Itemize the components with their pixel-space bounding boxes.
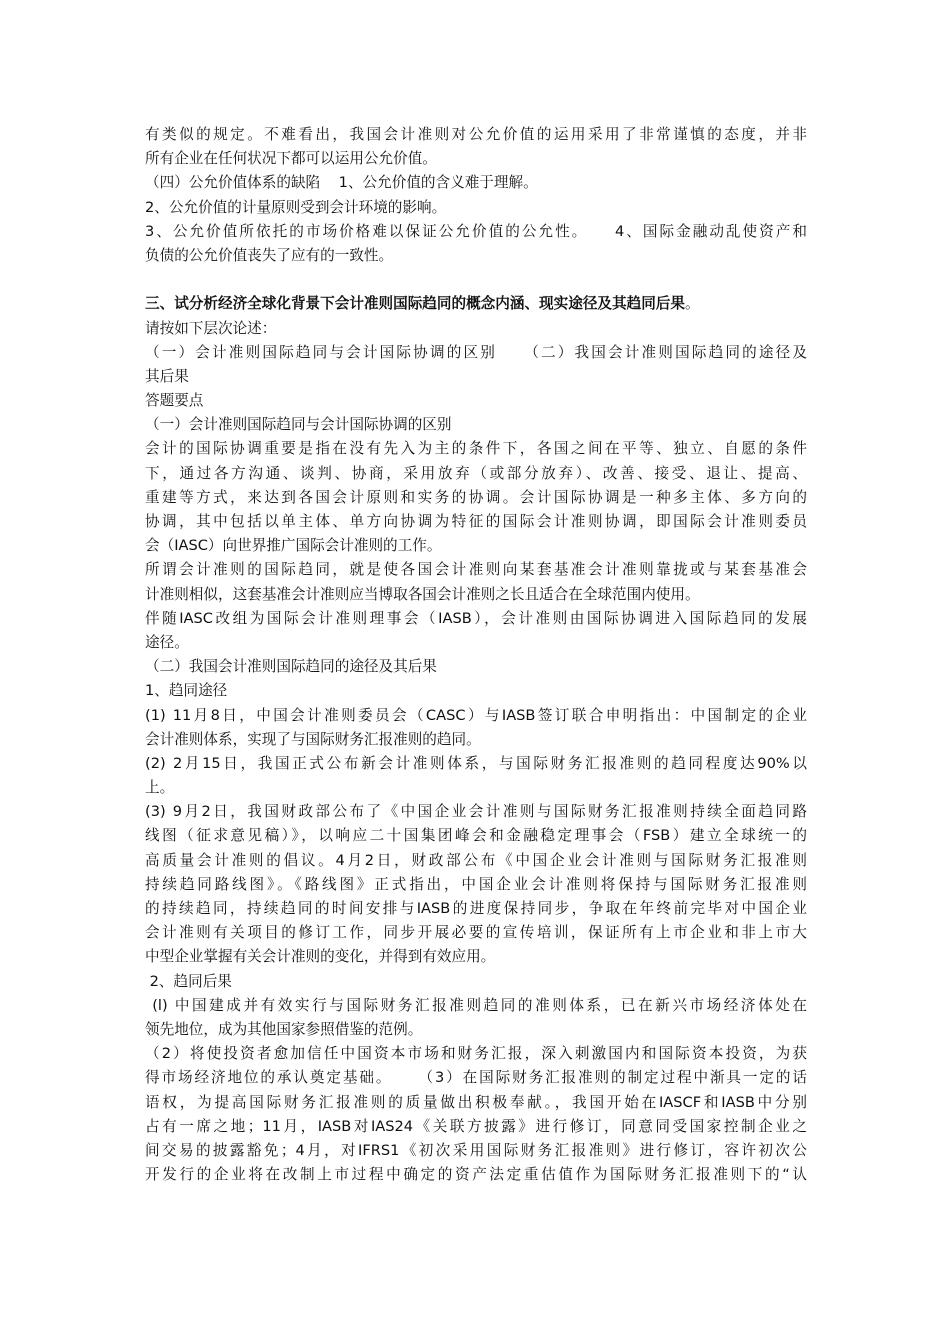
- text-line: 2、趋同后果: [145, 972, 232, 990]
- text-line: 2、公允价值的计量原则受到会计环境的影响。: [145, 198, 447, 216]
- text-line: （一）会计准则国际趋同与会计国际协调的区别: [145, 416, 452, 434]
- section-heading: [145, 292, 807, 316]
- text-line: （一）会计准则国际趋同与会计国际协调的区别 （二）我国会计准则国际趋同的途径及: [145, 343, 807, 361]
- heading-text: 三、试分析经济全球化背景下会计准则国际趋同的概念内涵、现实途径及其趋同后果: [145, 295, 685, 313]
- text-line: 其后果: [145, 367, 189, 385]
- text-line: 会（IASC）向世界推广国际会计准则的工作。: [145, 537, 442, 555]
- text-line: 的持续趋同，持续趋同的时间安排与IASB的进度保持同步，争取在年终前完毕对中国企业: [145, 900, 807, 917]
- text-line: 答题要点: [145, 392, 204, 410]
- text-line: 持续趋同路线图》。《路线图》正式指出，中国企业会计准则将保持与国际财务汇报准则: [145, 875, 807, 893]
- text-line: 1、趋同途径: [145, 682, 228, 700]
- text-line: 所有企业在任何状况下都可以运用公允价值。: [145, 150, 437, 168]
- text-line: (l) 中国建成并有效实行与国际财务汇报准则趋同的准则体系，已在新兴市场经济体处在: [145, 996, 807, 1014]
- document-page: [145, 123, 807, 1187]
- text-line: （2）将使投资者愈加信任中国资本市场和财务汇报，深入刺激国内和国际资本投资，为获: [145, 1045, 807, 1063]
- text-line: 重建等方式，来达到各国会计原则和实务的协调。会计国际协调是一种多主体、多方向的: [145, 488, 807, 506]
- text-line: 上。: [145, 779, 175, 797]
- text-line: 协调，其中包括以单主体、单方向协调为特征的国际会计准则协调，即国际会计准则委员: [145, 513, 807, 530]
- text-line: (2) 2月15日，我国正式公布新会计准则体系，与国际财务汇报准则的趋同程度达90%以: [145, 754, 807, 772]
- text-line: 伴随IASC改组为国际会计准则理事会（IASB），会计准则由国际协调进入国际趋同的发展: [145, 609, 807, 627]
- text-line: 请按如下层次论述：: [145, 319, 277, 337]
- text-line: （四）公允价值体系的缺陷 1、公允价值的含义难于理解。: [145, 174, 538, 192]
- text-line: 负债的公允价值丧失了应有的一致性。: [145, 246, 394, 264]
- text-line: 间交易的披露豁免；4月，对IFRS1《初次采用国际财务汇报准则》进行修订，容许初次公: [145, 1141, 807, 1159]
- text-line: 中型企业掌握有关会计准则的变化，并得到有效应用。: [145, 948, 496, 966]
- text-line: 领先地位，成为其他国家参照借鉴的范例。: [145, 1020, 423, 1038]
- text-line: 线图（征求意见稿）》，以响应二十国集团峰会和金融稳定理事会（FSB）建立全球统一的: [145, 827, 807, 845]
- text-line: 占有一席之地；11月，IASB对IAS24《关联方披露》进行修订，同意同受国家控制企业之: [145, 1117, 807, 1135]
- heading-punctuation: 。: [684, 295, 700, 313]
- text-line: （二）我国会计准则国际趋同的途径及其后果: [145, 658, 437, 676]
- text-line: 3、公允价值所依托的市场价格难以保证公允价值的公允性。 4、国际金融动乱使资产和: [145, 222, 807, 240]
- text-line: 得市场经济地位的承认奠定基础。 （3）在国际财务汇报准则的制定过程中渐具一定的话: [145, 1069, 807, 1087]
- text-line: 下，通过各方沟通、谈判、协商，采用放弃（或部分放弃）、改善、接受、退让、提高、: [145, 464, 807, 482]
- blank-line: [145, 268, 807, 292]
- text-line: (3) 9月2日，我国财政部公布了《中国企业会计准则与国际财务汇报准则持续全面趋同路: [145, 803, 807, 821]
- text-line: 会计准则有关项目的修订工作，同步开展必要的宣传培训，保证所有上市企业和非上市大: [145, 924, 807, 942]
- text-line: 有类似的规定。不难看出，我国会计准则对公允价值的运用采用了非常谨慎的态度，并非: [145, 126, 807, 143]
- text-line: 途径。: [145, 633, 189, 651]
- text-line: 高质量会计准则的倡议。4月2日，财政部公布《中国企业会计准则与国际财务汇报准则: [145, 851, 807, 869]
- text-line: 语权，为提高国际财务汇报准则的质量做出积极奉献。，我国开始在IASCF和IASB中分别: [145, 1093, 807, 1111]
- text-line: (1) 11月8日，中国会计准则委员会（CASC）与IASB签订联合申明指出：中国制定的企业: [145, 706, 807, 724]
- text-line: 会计准则体系，实现了与国际财务汇报准则的趋同。: [145, 730, 481, 748]
- text-line: 计准则相似，这套基准会计准则应当博取各国会计准则之长且适合在全球范围内使用。: [145, 585, 700, 603]
- text-line: 所谓会计准则的国际趋同，就是使各国会计准则向某套基准会计准则靠拢或与某套基准会: [145, 561, 807, 579]
- text-line: 会计的国际协调重要是指在没有先入为主的条件下，各国之间在平等、独立、自愿的条件: [145, 440, 807, 458]
- text-line: 开发行的企业将在改制上市过程中确定的资产法定重估值作为国际财务汇报准则下的“认: [145, 1166, 807, 1184]
